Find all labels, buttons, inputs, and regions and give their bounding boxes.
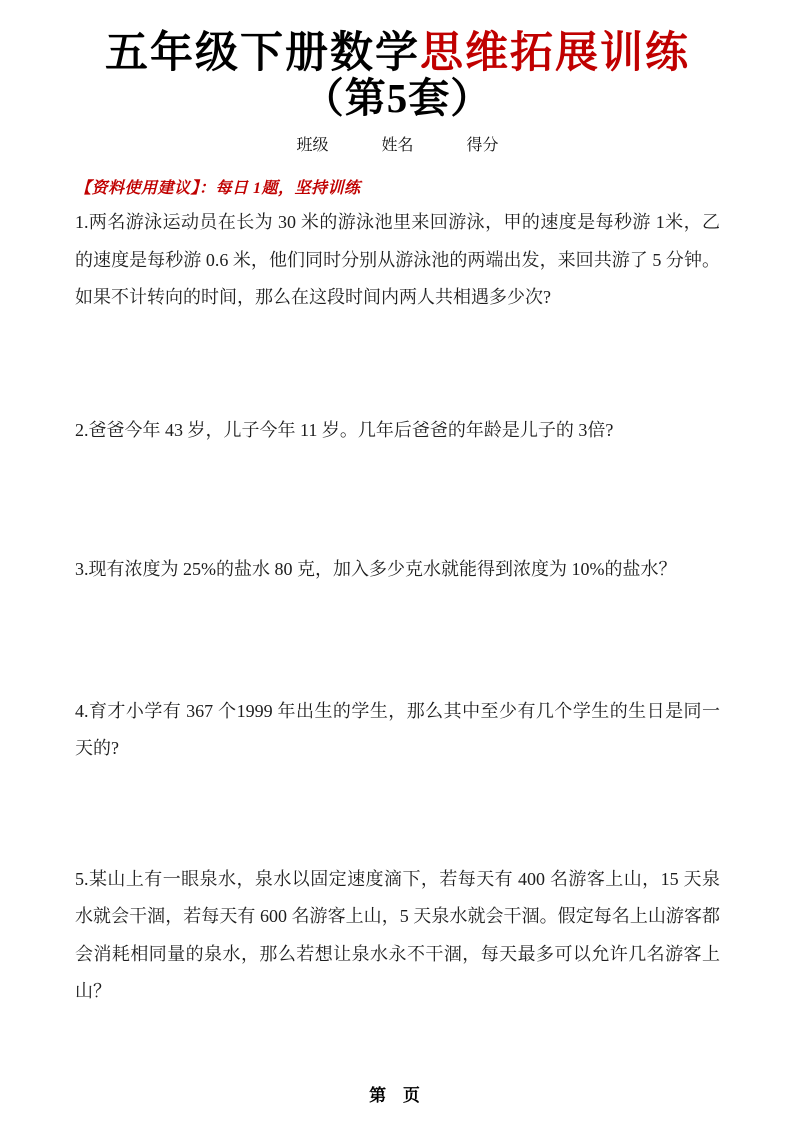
score-label: 得分 — [466, 137, 499, 155]
title-part-black: 五年级下册数学 — [105, 29, 420, 77]
page-title — [75, 30, 720, 77]
usage-advice-note: 【资料使用建议】：每日 1题，坚持训练 — [75, 180, 361, 198]
question-1: 1.两名游泳运动员在长为 30 米的游泳池里来回游泳，甲的速度是每秒游 1米，乙的速度是每秒游 0.6 米，他们同时分别从游泳池的两端出发，来回共游了 5 分钟。如果不计转向的时间，那么在这段时间内两人共相遇多少次? — [75, 212, 720, 308]
page-subtitle — [75, 77, 720, 120]
name-label: 姓名 — [381, 137, 414, 155]
page-footer: 第 页 — [369, 1085, 426, 1105]
title-part-red: 思维拓展训练 — [420, 29, 690, 77]
question-3: 3.现有浓度为 25%的盐水 80 克，加入多少克水就能得到浓度为 10%的盐水？ — [75, 559, 677, 580]
question-4: 4.育才小学有 367 个1999 年出生的学生，那么其中至少有几个学生的生日是同一天的? — [75, 700, 720, 759]
subtitle-set-number: 5 — [386, 75, 409, 122]
subtitle-prefix: （第 — [302, 75, 387, 122]
question-2: 2.爸爸今年 43 岁，儿子今年 11 岁。几年后爸爸的年龄是儿子的 3倍? — [75, 419, 614, 440]
class-label: 班级 — [296, 137, 329, 155]
student-info-row — [75, 132, 720, 155]
question-5: 5.某山上有一眼泉水，泉水以固定速度滴下，若每天有 400 名游客上山，15 天泉水就会干涸，若每天有 600 名游客上山，5 天泉水就会干涸。假定每名上山游客都会消耗相同量的泉水，那么若想让泉水永不干涸，每天最多可以允许几名游客上山？ — [75, 868, 720, 1002]
subtitle-suffix: 套） — [408, 75, 493, 122]
